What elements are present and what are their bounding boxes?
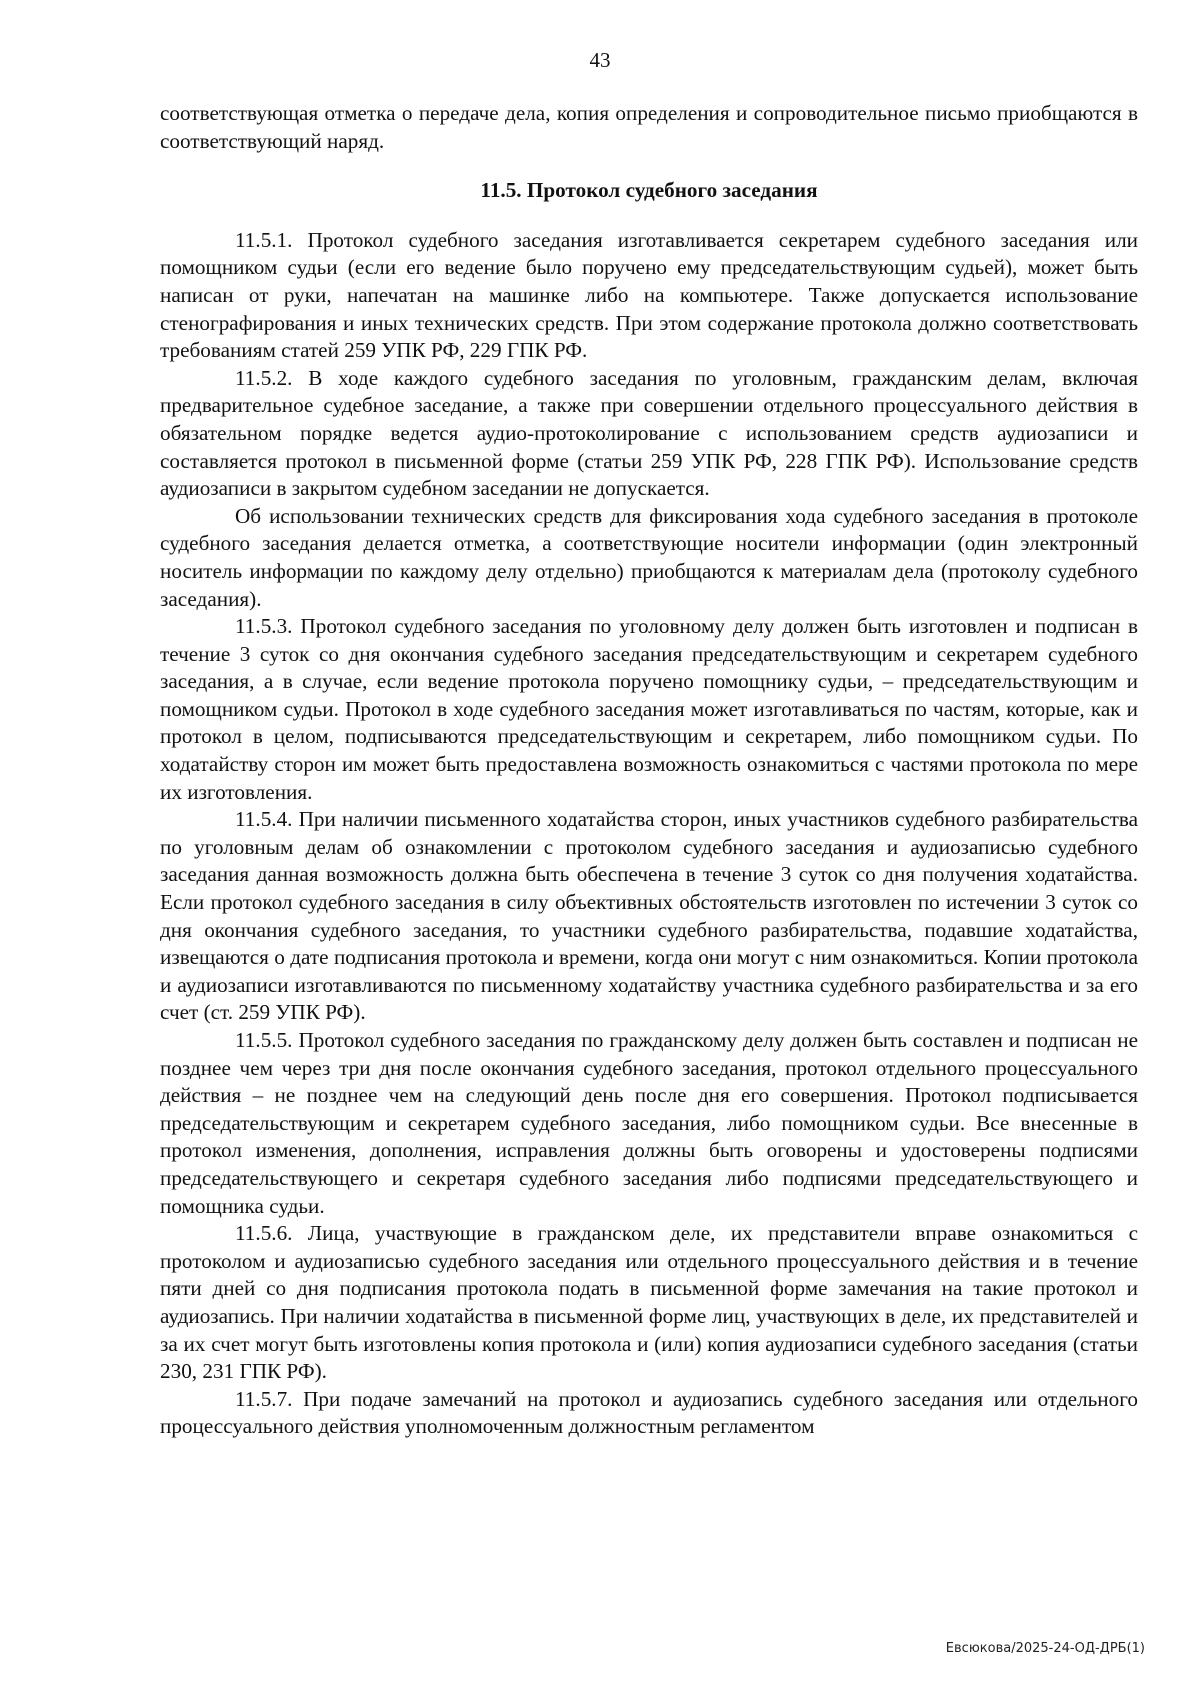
paragraph-11-5-3: 11.5.3. Протокол судебного заседания по уголовному делу должен быть изготовлен и подписан в течение 3 суток со дня окончания судебного заседания председательствующим и секретарем судебного заседания, а в случае, если ведение протокола поручено помощнику судьи, – председательствующим и помощником судьи. Протокол в ходе судебного заседания может изготавливаться по частям, которые, как и протокол в целом, подписываются председательствующим и секретарем, либо помощником судьи. По ходатайству сторон им может быть предоставлена возможность ознакомиться с частями протокола по мере их изготовления.: [160, 614, 1138, 804]
paragraph-11-5-1: 11.5.1. Протокол судебного заседания изготавливается секретарем судебного заседания или помощником судьи (если его ведение было поручено ему председательствующим судьей), может быть написан от руки, напечатан на машинке либо на компьютере. Также допускается использование стенографирования и иных технических средств. При этом содержание протокола должно соответствовать требованиям статей 259 УПК РФ, 229 ГПК РФ.: [160, 227, 1138, 363]
page-number: 43: [589, 48, 611, 72]
paragraph-11-5-4: 11.5.4. При наличии письменного ходатайства сторон, иных участников судебного разбирательства по уголовным делам об ознакомлении с протоколом судебного заседания и аудиозаписью судебного заседания данная возможность должна быть обеспечена в течение 3 суток со дня получения ходатайства. Если протокол судебного заседания в силу объективных обстоятельств изготовлен по истечении 3 суток со дня окончания судебного заседания, то участники судебного разбирательства, подавшие ходатайства, извещаются о дате подписания протокола и времени, когда они могут с ним ознакомиться. Копии протокола и аудиозаписи изготавливаются по письменному ходатайству участника судебного разбирательства и за его счет (ст. 259 УПК РФ).: [160, 807, 1138, 1025]
paragraph-11-5-6: 11.5.6. Лица, участвующие в гражданском деле, их представители вправе ознакомиться с протоколом и аудиозаписью судебного заседания или отдельного процессуального действия и в течение пяти дней со дня подписания протокола подать в письменной форме замечания на такие протокол и аудиозапись. При наличии ходатайства в письменной форме лиц, участвующих в деле, их представителей и за их счет могут быть изготовлены копия протокола и (или) копия аудиозаписи судебного заседания (статьи 230, 231 ГПК РФ).: [160, 1221, 1138, 1384]
document-footer-code: Евсюкова/2025-24-ОД-ДРБ(1): [945, 1641, 1145, 1656]
continuation-paragraph: соответствующая отметка о передаче дела, копия определения и сопроводительное письмо приобщаются в соответствующий наряд.: [160, 101, 1138, 153]
paragraph-technical-means: Об использовании технических средств для фиксирования хода судебного заседания в протоколе судебного заседания делается отметка, а соответствующие носители информации (один электронный носитель информации по каждому делу отдельно) приобщаются к материалам дела (протоколу судебного заседания).: [160, 503, 1138, 611]
section-title: 11.5. Протокол судебного заседания: [480, 178, 818, 203]
paragraph-11-5-7: 11.5.7. При подаче замечаний на протокол и аудиозапись судебного заседания или отдельного процессуального действия уполномоченным должностным регламентом: [160, 1386, 1138, 1439]
paragraph-11-5-5: 11.5.5. Протокол судебного заседания по гражданскому делу должен быть составлен и подписан не позднее чем через три дня после окончания судебного заседания, протокол отдельного процессуального действия – не позднее чем на следующий день после дня его совершения. Протокол подписывается председательствующим и секретарем судебного заседания, либо помощником судьи. Все внесенные в протокол изменения, дополнения, исправления должны быть оговорены и удостоверены подписями председательствующего и секретаря судебного заседания либо подписями председательствующего и помощника судьи.: [160, 1028, 1138, 1218]
paragraph-11-5-2: 11.5.2. В ходе каждого судебного заседания по уголовным, гражданским делам, включая предварительное судебное заседание, а также при совершении отдельного процессуального действия в обязательном порядке ведется аудио-протоколирование с использованием средств аудиозаписи и составляется протокол в письменной форме (статьи 259 УПК РФ, 228 ГПК РФ). Использование средств аудиозаписи в закрытом судебном заседании не допускается.: [160, 365, 1138, 501]
document-body: [160, 100, 1138, 1441]
